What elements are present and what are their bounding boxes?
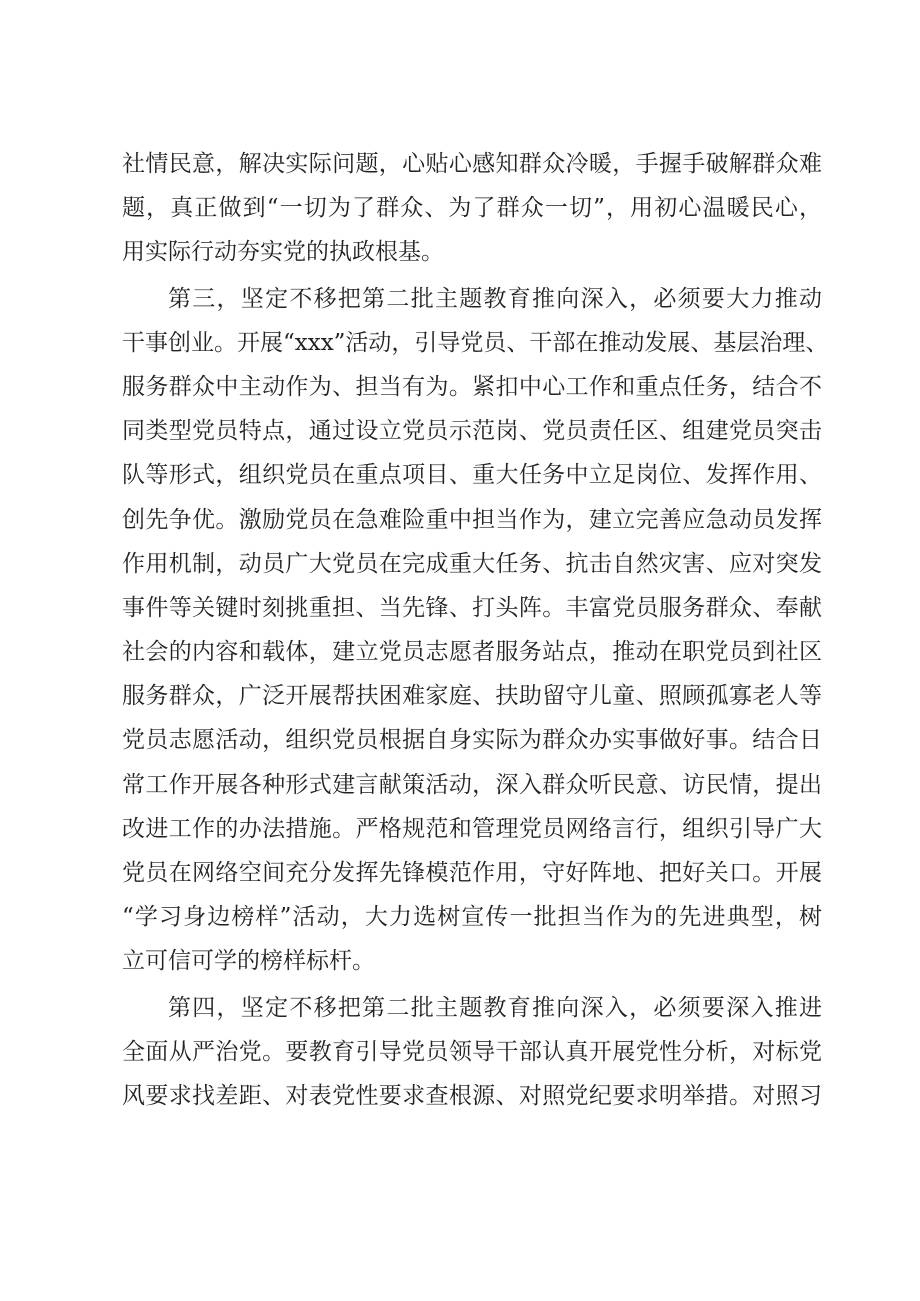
text-line: 事件等关键时刻挑重担、当先锋、打头阵。丰富党员服务群众、奉献 (122, 594, 822, 621)
document-body (122, 142, 829, 1118)
text-line: 风要求找差距、对表党性要求查根源、对照党纪要求明举措。对照习 (122, 1082, 822, 1109)
text-line: 社会的内容和载体，建立党员志愿者服务站点，推动在职党员到社区 (122, 639, 822, 666)
text-line: 党员志愿活动，组织党员根据自身实际为群众办实事做好事。结合日 (122, 727, 822, 754)
text-line: 用实际行动夯实党的执政根基。 (122, 239, 444, 266)
text-line: 改进工作的办法措施。严格规范和管理党员网络言行，组织引导广大 (122, 815, 822, 842)
text-line: 常工作开展各种形式建言献策活动，深入群众听民意、访民情，提出 (122, 771, 822, 798)
paragraph-3 (122, 986, 822, 1119)
text-line: 作用机制，动员广大党员在完成重大任务、抗击自然灾害、应对突发 (122, 550, 822, 577)
paragraph-1 (122, 142, 822, 275)
text-line: 全面从严治党。要教育引导党员领导干部认真开展党性分析，对标党 (122, 1038, 822, 1065)
text-line: 立可信可学的榜样标杆。 (122, 948, 375, 975)
text-line: 第四，坚定不移把第二批主题教育推向深入，必须要深入推进 (168, 994, 822, 1021)
text-line: 服务群众中主动作为、担当有为。紧扣中心工作和重点任务，结合不 (122, 373, 822, 400)
text-line: 题，真正做到“一切为了群众、为了群众一切”，用初心温暖民心， (122, 195, 822, 222)
text-line: “学习身边榜样”活动，大力选树宣传一批担当作为的先进典型，树 (122, 904, 822, 931)
text-line: 第三，坚定不移把第二批主题教育推向深入，必须要大力推动 (168, 285, 822, 312)
text-line: 同类型党员特点，通过设立党员示范岗、党员责任区、组建党员突击 (122, 418, 822, 445)
text-line: 创先争优。激励党员在急难险重中担当作为，建立完善应急动员发挥 (122, 506, 822, 533)
text-line: 干事创业。开展“xxx”活动，引导党员、干部在推动发展、基层治理、 (122, 329, 829, 356)
text-line: 队等形式，组织党员在重点项目、重大任务中立足岗位、发挥作用、 (122, 462, 822, 489)
text-line: 服务群众，广泛开展帮扶困难家庭、扶助留守儿童、照顾孤寡老人等 (122, 683, 822, 710)
text-line: 社情民意，解决实际问题，心贴心感知群众冷暖，手握手破解群众难 (122, 151, 822, 177)
text-line: 党员在网络空间充分发挥先锋模范作用，守好阵地、把好关口。开展 (122, 860, 822, 886)
paragraph-2 (122, 277, 829, 984)
